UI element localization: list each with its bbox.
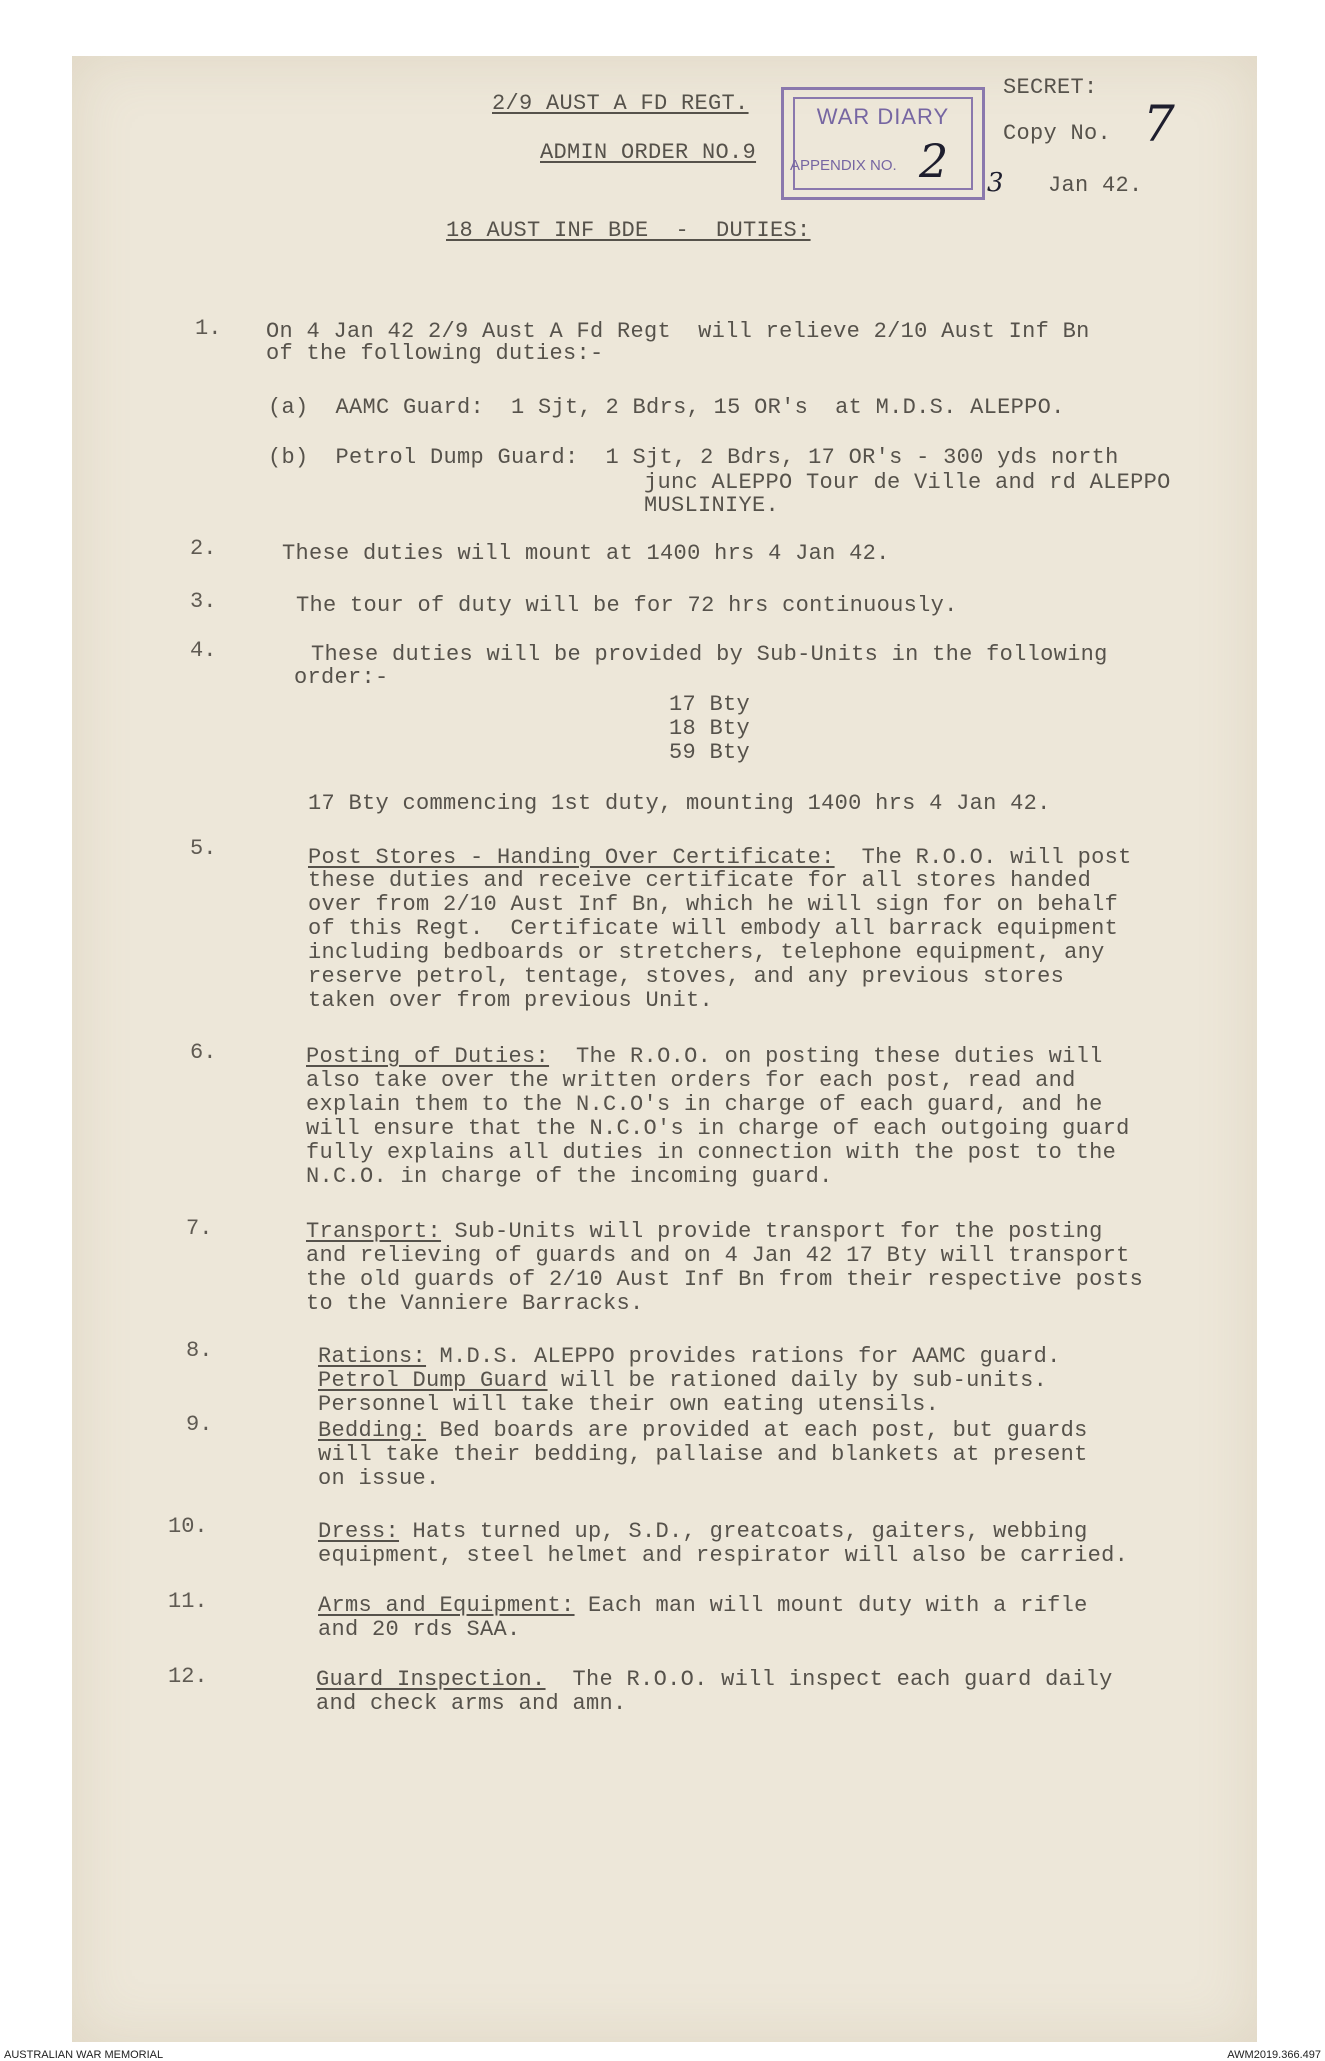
p12-line: The R.O.O. will inspect each guard daily [545, 1667, 1113, 1692]
p5-heading: Post Stores - Handing Over Certificate: [308, 845, 835, 870]
copy-number-handwritten: 7 [1143, 95, 1175, 153]
p6-line: fully explains all duties in connection with the post to the [306, 1140, 1117, 1165]
p7-heading: Transport: [306, 1219, 442, 1244]
p11-line: and 20 rds SAA. [318, 1617, 521, 1642]
p8-line-2 [318, 1369, 1047, 1393]
p5-line: reserve petrol, tentage, stoves, and any previous stores [308, 964, 1065, 989]
appendix-number-handwritten: 2 [919, 134, 949, 188]
item-number: 9. [186, 1412, 213, 1437]
p9-line: will take their bedding, pallaise and blankets at present [318, 1442, 1088, 1467]
p5-line: including bedboards or stretchers, telephone equipment, any [308, 940, 1105, 965]
p1-line: of the following duties:- [266, 341, 604, 366]
p6-line: also take over the written orders for each post, read and [306, 1068, 1076, 1093]
p10-heading-line [318, 1520, 1088, 1544]
copy-label: Copy No. [1003, 121, 1112, 146]
p6-line: N.C.O. in charge of the incoming guard. [306, 1164, 833, 1189]
p8-line: will be rationed daily by sub-units. [547, 1368, 1048, 1393]
battery-item: 17 Bty [669, 692, 751, 717]
item-number: 6. [190, 1040, 217, 1065]
item-number: 10. [168, 1514, 208, 1539]
p6-heading-line [306, 1045, 1103, 1069]
p12-line: and check arms and amn. [316, 1691, 627, 1716]
item-number: 1. [195, 316, 222, 341]
p1b-line: MUSLINIYE. [644, 493, 780, 518]
p5-line: over from 2/10 Aust Inf Bn, which he will sign for on behalf [308, 892, 1119, 917]
item-number: 11. [168, 1589, 208, 1614]
secret-label: SECRET: [1003, 75, 1098, 100]
item-number: 12. [168, 1664, 208, 1689]
p1b-line: junc ALEPPO Tour de Ville and rd ALEPPO [644, 470, 1171, 495]
p1b-line: (b) Petrol Dump Guard: 1 Sjt, 2 Bdrs, 17 OR's - 300 yds north [268, 445, 1119, 470]
battery-item: 18 Bty [669, 716, 751, 741]
p8-heading: Rations: [318, 1344, 427, 1369]
item-number: 3. [190, 589, 217, 614]
stamp-title: WAR DIARY [816, 104, 950, 129]
unit-heading: 2/9 AUST A FD REGT. [492, 91, 749, 116]
p8-heading-line [318, 1345, 1061, 1369]
p5-line: these duties and receive certificate for all stores handed [308, 868, 1092, 893]
p6-line: explain them to the N.C.O's in charge of each guard, and he [306, 1092, 1103, 1117]
battery-item: 59 Bty [669, 740, 751, 765]
p3-line: The tour of duty will be for 72 hrs continuously. [296, 593, 958, 618]
order-heading: ADMIN ORDER NO.9 [540, 140, 757, 165]
p8-line: Personnel will take their own eating utensils. [318, 1392, 940, 1417]
p10-line: Hats turned up, S.D., greatcoats, gaiters, webbing [399, 1519, 1088, 1544]
p7-line: Sub-Units will provide transport for the posting [441, 1219, 1103, 1244]
p5-line: of this Regt. Certificate will embody all barrack equipment [308, 916, 1119, 941]
p12-heading-line [316, 1668, 1113, 1692]
stamp-appendix-label: APPENDIX NO. [790, 157, 897, 174]
p1a-line: (a) AAMC Guard: 1 Sjt, 2 Bdrs, 15 OR's at M.D.S. ALEPPO. [268, 395, 1065, 420]
p4-line: order:- [294, 665, 389, 690]
p1-line: On 4 Jan 42 2/9 Aust A Fd Regt will relieve 2/10 Aust Inf Bn [266, 319, 1090, 344]
p6-heading: Posting of Duties: [306, 1044, 550, 1069]
p7-heading-line [306, 1220, 1103, 1244]
date-handwritten: 3 [987, 168, 1004, 198]
p5-line: taken over from previous Unit. [308, 988, 714, 1013]
p11-heading: Arms and Equipment: [318, 1593, 575, 1618]
war-diary-stamp [781, 87, 985, 200]
p9-heading: Bedding: [318, 1418, 427, 1443]
p9-heading-line [318, 1419, 1088, 1443]
p6-line: will ensure that the N.C.O's in charge of each outgoing guard [306, 1116, 1130, 1141]
document-title: 18 AUST INF BDE - DUTIES: [446, 218, 811, 243]
p9-line: Bed boards are provided at each post, but guards [426, 1418, 1088, 1443]
p4-line: These duties will be provided by Sub-Units in the following [311, 642, 1108, 667]
p5-heading-line [308, 846, 1132, 870]
p10-heading: Dress: [318, 1519, 400, 1544]
footer-record-id: AWM2019.366.497 [1227, 2049, 1321, 2061]
p8-line: M.D.S. ALEPPO provides rations for AAMC guard. [426, 1344, 1061, 1369]
item-number: 8. [186, 1338, 213, 1363]
p12-heading: Guard Inspection. [316, 1667, 546, 1692]
p7-line: the old guards of 2/10 Aust Inf Bn from their respective posts [306, 1267, 1144, 1292]
p11-line: Each man will mount duty with a rifle [574, 1593, 1088, 1618]
p2-line: These duties will mount at 1400 hrs 4 Jan 42. [282, 541, 890, 566]
p11-heading-line [318, 1594, 1088, 1618]
p5-line: The R.O.O. will post [834, 845, 1132, 870]
date-label: Jan 42. [1048, 173, 1143, 198]
p8-heading-2: Petrol Dump Guard [318, 1368, 548, 1393]
p10-line: equipment, steel helmet and respirator will also be carried. [318, 1543, 1129, 1568]
item-number: 4. [190, 638, 217, 663]
footer-archive-name: AUSTRALIAN WAR MEMORIAL [4, 2049, 164, 2061]
item-number: 2. [190, 536, 217, 561]
p6-line: The R.O.O. on posting these duties will [549, 1044, 1103, 1069]
p7-line: to the Vanniere Barracks. [306, 1291, 644, 1316]
p4-line: 17 Bty commencing 1st duty, mounting 1400 hrs 4 Jan 42. [308, 791, 1051, 816]
p9-line: on issue. [318, 1466, 440, 1491]
p7-line: and relieving of guards and on 4 Jan 42 17 Bty will transport [306, 1243, 1130, 1268]
item-number: 5. [190, 836, 217, 861]
item-number: 7. [186, 1216, 213, 1241]
